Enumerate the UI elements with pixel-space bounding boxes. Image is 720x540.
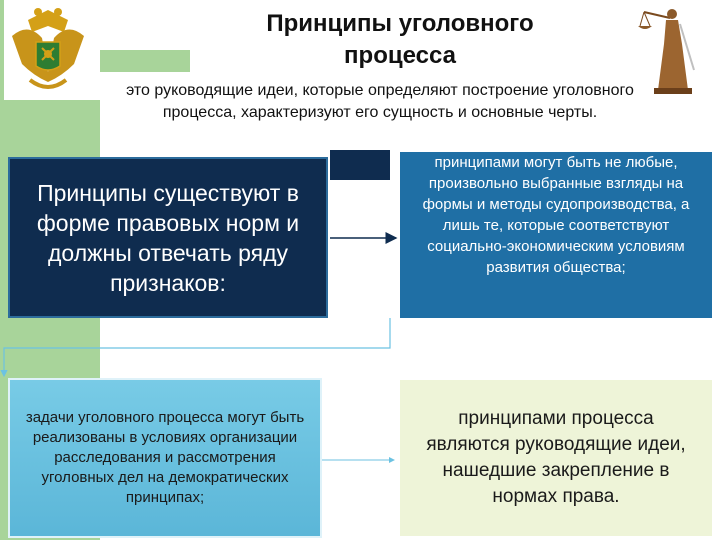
coat-of-arms-icon [8,2,88,98]
principles-form-box: Принципы существуют в форме правовых норм и должны отвечать ряду признаков: [8,157,328,318]
green-accent-bar [100,50,190,72]
legal-norms-box: принципами процесса являются руководящие идеи, нашедшие закрепление в нормах права. [400,380,712,536]
slide-subtitle: это руководящие идеи, которые определяют построение уголовного процесса, характеризуют его сущность и основные черты. [126,82,634,121]
principles-not-arbitrary-box [400,152,712,318]
title-line-2: процесса [344,42,456,69]
title-line-1: Принципы уголовного [266,10,534,37]
democratic-principles-box: задачи уголовного процесса могут быть реализованы в условиях организации расследования и рассмотрения уголовных дел на демократических принципах; [8,378,322,538]
header-accent-bar [330,150,390,180]
slide-title [190,8,610,72]
principles-not-arbitrary-text: принципами могут быть не любые, произвольно выбранные взгляды на формы и методы судопроизводства, а лишь те, которые соответствуют социально-экономическим условиям развития общества; [422,154,690,276]
